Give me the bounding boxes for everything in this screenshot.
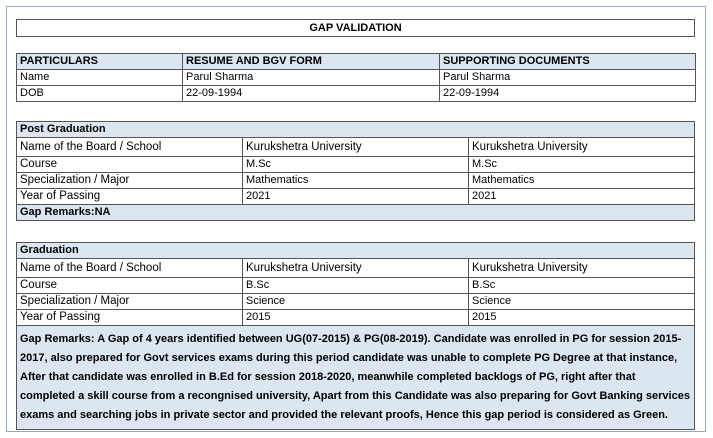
header-documents: SUPPORTING DOCUMENTS — [440, 54, 696, 70]
page-title: GAP VALIDATION — [16, 19, 695, 37]
gap-remarks-row — [17, 205, 695, 221]
header-resume: RESUME AND BGV FORM — [183, 54, 440, 70]
row-label: Name — [17, 70, 183, 86]
row-label: Specialization / Major — [17, 173, 243, 189]
row-docs-value: 22-09-1994 — [440, 86, 696, 102]
row-label: Course — [17, 278, 243, 294]
row-label: Year of Passing — [17, 310, 243, 326]
row-docs-value: Parul Sharma — [440, 70, 696, 86]
table-row — [17, 189, 695, 205]
table-row — [17, 138, 695, 157]
row-resume-value: 22-09-1994 — [183, 86, 440, 102]
table-row — [17, 86, 696, 102]
table-row — [17, 70, 696, 86]
row-label: Course — [17, 157, 243, 173]
row-label: Specialization / Major — [17, 294, 243, 310]
row-resume-value: Parul Sharma — [183, 70, 440, 86]
row-resume-value: Kurukshetra University — [243, 138, 469, 157]
row-label: Year of Passing — [17, 189, 243, 205]
row-docs-value: 2015 — [469, 310, 695, 326]
particulars-table — [16, 53, 696, 102]
row-docs-value: 2021 — [469, 189, 695, 205]
table-row — [17, 310, 695, 326]
table-row — [17, 259, 695, 278]
header-particulars: PARTICULARS — [17, 54, 183, 70]
table-row — [17, 294, 695, 310]
row-resume-value: B.Sc — [243, 278, 469, 294]
section-heading-row — [17, 122, 695, 138]
row-docs-value: Kurukshetra University — [469, 138, 695, 157]
section-heading: Post Graduation — [17, 122, 695, 138]
row-resume-value: Kurukshetra University — [243, 259, 469, 278]
table-row — [17, 173, 695, 189]
gap-remarks: Gap Remarks:NA — [17, 205, 695, 221]
gap-remarks: Gap Remarks: A Gap of 4 years identified between UG(07-2015) & PG(08-2019). Candidate was enrolled in PG for session 2015-2017, also prepared for Govt services exams during this period candidate was unable to complete PG Degree at that instance, After that candidate was enrolled in B.Ed for session 2018-2020, meanwhile completed backlogs of PG, right after that completed a skill course from a recongnised university, Apart from this Candidate was also preparing for Govt Banking services exams and searching jobs in private sector and provided the relevant proofs, Hence this gap period is considered as Green. — [17, 326, 695, 430]
table-row — [17, 278, 695, 294]
header-row — [17, 54, 696, 70]
section-heading: Graduation — [17, 243, 695, 259]
row-resume-value: Science — [243, 294, 469, 310]
row-docs-value: Mathematics — [469, 173, 695, 189]
graduation-table — [16, 242, 695, 430]
gap-remarks-row — [17, 326, 695, 430]
table-row — [17, 157, 695, 173]
row-label: Name of the Board / School — [17, 138, 243, 157]
row-resume-value: 2021 — [243, 189, 469, 205]
row-resume-value: M.Sc — [243, 157, 469, 173]
row-docs-value: Kurukshetra University — [469, 259, 695, 278]
row-docs-value: Science — [469, 294, 695, 310]
row-resume-value: Mathematics — [243, 173, 469, 189]
row-label: DOB — [17, 86, 183, 102]
row-resume-value: 2015 — [243, 310, 469, 326]
section-heading-row — [17, 243, 695, 259]
row-label: Name of the Board / School — [17, 259, 243, 278]
row-docs-value: M.Sc — [469, 157, 695, 173]
row-docs-value: B.Sc — [469, 278, 695, 294]
post-graduation-table — [16, 121, 695, 221]
